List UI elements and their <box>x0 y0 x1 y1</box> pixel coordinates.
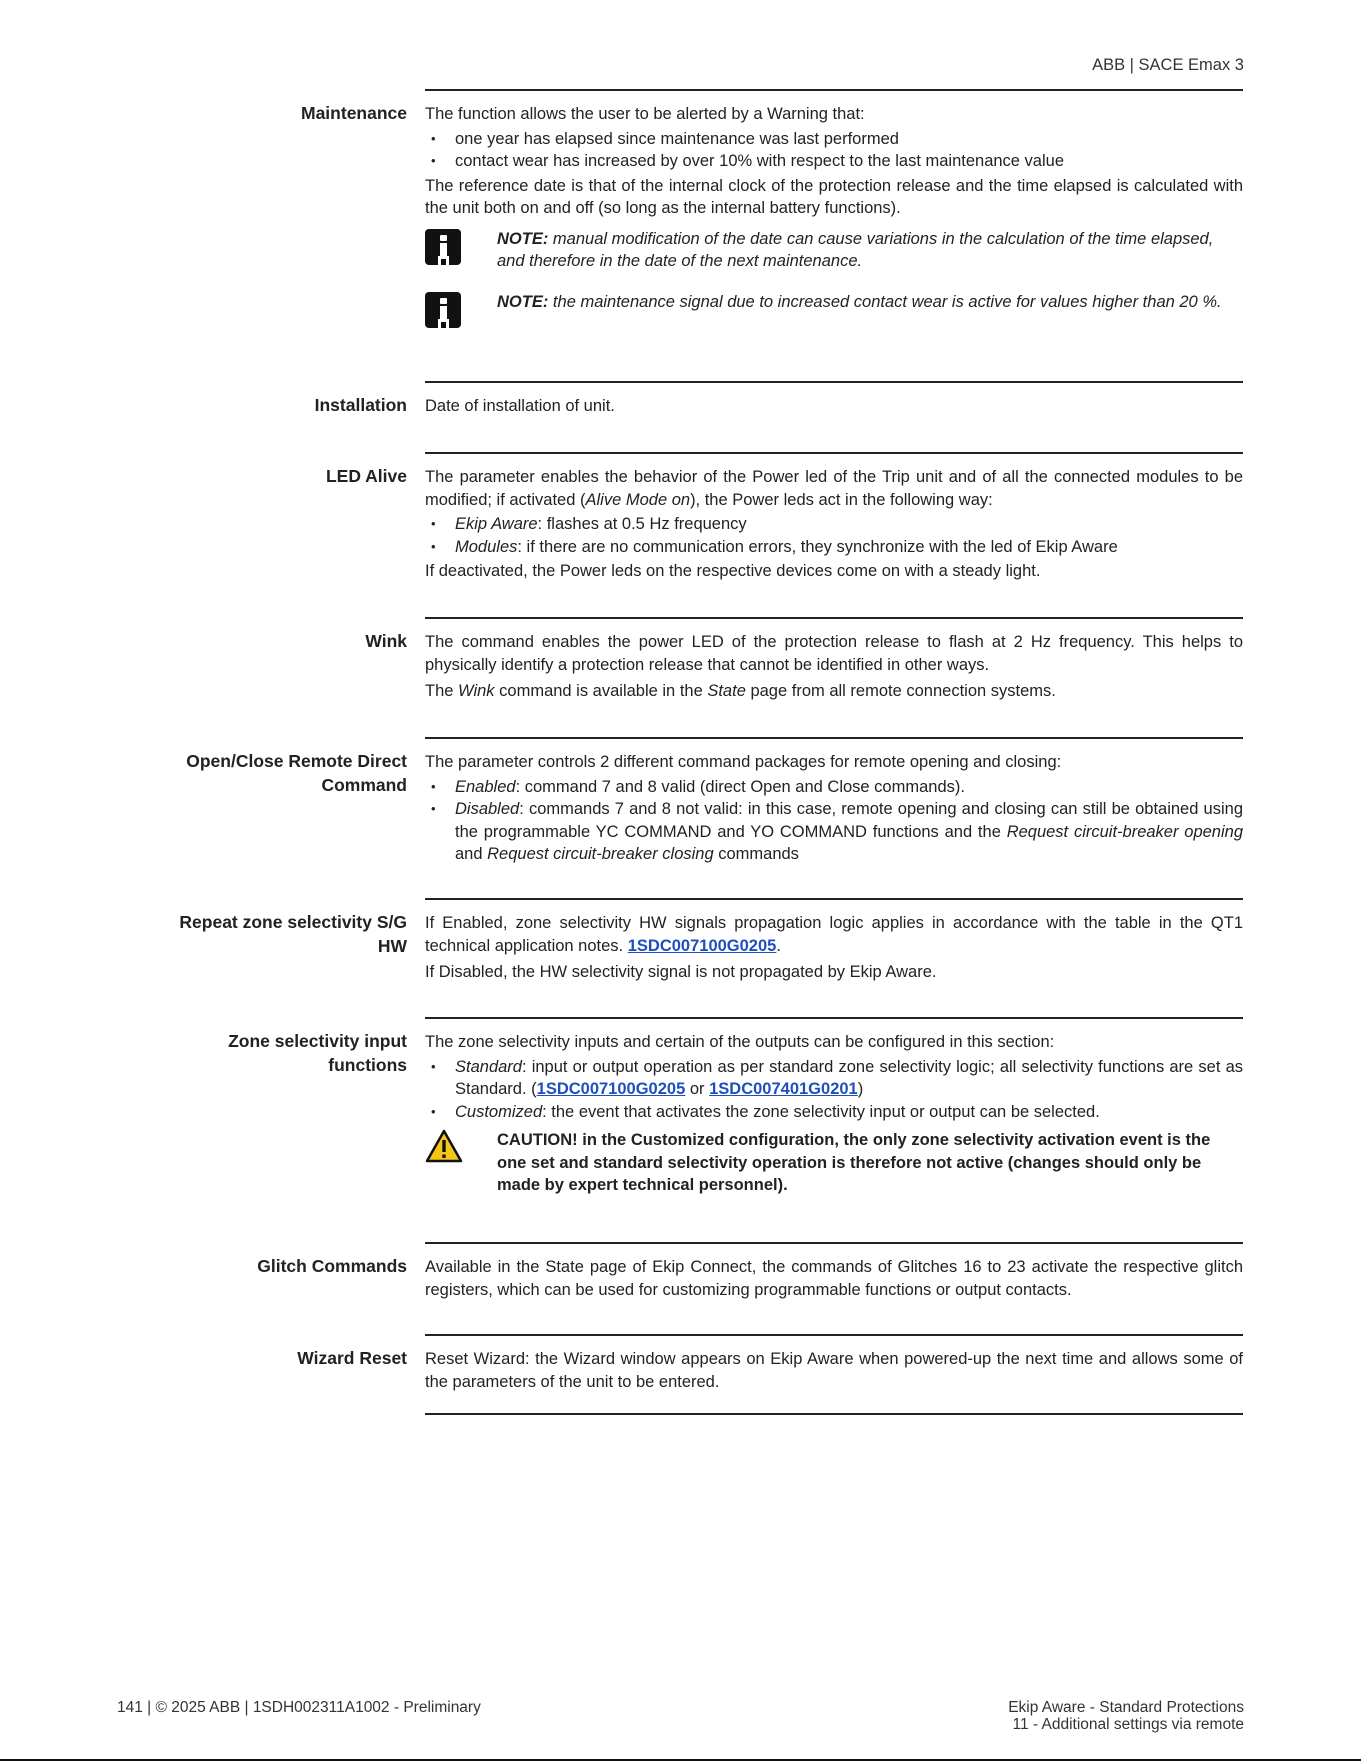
note-contact-wear <box>425 291 1243 314</box>
list-item: • Standard: input or output operation as per standard zone selectivity logic; all selectivity functions are set as Standard. (1SDC007100G0205 or 1SDC007401G0201) <box>425 1056 1243 1101</box>
list-item: • contact wear has increased by over 10% with respect to the last maintenance value <box>425 150 1243 173</box>
maintenance-intro: The function allows the user to be alerted by a Warning that: <box>425 105 865 123</box>
caution-text: CAUTION! in the Customized configuration, the only zone selectivity activation event is the one set and standard selectivity operation is therefore not active (changes should only be made by expert technical personnel). <box>497 1131 1211 1194</box>
section-divider <box>425 1413 1243 1415</box>
section-label-open-close: Open/Close Remote Direct Command <box>186 751 407 795</box>
list-item: • Ekip Aware: flashes at 0.5 Hz frequency <box>425 513 1243 536</box>
wink-availability: The Wink command is available in the State page from all remote connection systems. <box>425 682 1056 700</box>
note-prefix: NOTE: <box>497 229 549 248</box>
installation-text: Date of installation of unit. <box>425 397 615 415</box>
led-alive-list <box>425 513 1243 558</box>
section-body-wizard <box>425 1348 1243 1393</box>
note-prefix: NOTE: <box>497 292 549 311</box>
section-divider <box>425 1242 1243 1244</box>
section-label-wink: Wink <box>365 631 407 651</box>
section-end <box>0 1413 1361 1417</box>
section-maintenance <box>0 89 1361 381</box>
document-content <box>0 89 1361 1417</box>
section-divider <box>425 1334 1243 1336</box>
doc-link-1sdc007401g0201[interactable]: 1SDC007401G0201 <box>709 1080 858 1098</box>
led-alive-outro: If deactivated, the Power leds on the respective devices come on with a steady light. <box>425 562 1041 580</box>
footer-chapter-info <box>1008 1699 1244 1733</box>
section-body-installation <box>425 395 1243 418</box>
led-alive-intro: The parameter enables the behavior of the Power led of the Trip unit and of all the connected modules to be modified; if activated (Alive Mode on), the Power leds act in the following way: <box>425 468 1243 509</box>
glitch-text: Available in the State page of Ekip Connect, the commands of Glitches 16 to 23 activate the respective glitch registers, which can be used for customizing programmable functions or output contacts. <box>425 1258 1243 1299</box>
list-item: • Disabled: commands 7 and 8 not valid: in this case, remote opening and closing can still be obtained using the programmable YC COMMAND and YO COMMAND functions and the Request circuit-breaker opening and Request circuit-breaker closing commands <box>425 798 1243 866</box>
section-label-maintenance: Maintenance <box>301 103 407 123</box>
section-led-alive <box>0 452 1361 617</box>
footer-chapter-subtitle: 11 - Additional settings via remote <box>1012 1716 1244 1733</box>
section-label-led-alive: LED Alive <box>325 466 407 486</box>
section-zone-input <box>0 1017 1361 1242</box>
section-body-maintenance <box>425 103 1243 313</box>
section-wink <box>0 617 1361 737</box>
section-body-led-alive <box>425 466 1243 583</box>
section-glitch <box>0 1242 1361 1334</box>
note-date-modification <box>425 228 1243 273</box>
section-body-glitch <box>425 1256 1243 1301</box>
section-label-wizard: Wizard Reset <box>297 1348 407 1368</box>
maintenance-text: The reference date is that of the internal clock of the protection release and the time elapsed is calculated with the unit both on and off (so long as the internal battery functions). <box>425 176 1243 217</box>
section-label-zone-input: Zone selectivity input functions <box>228 1031 407 1075</box>
list-item: • Modules: if there are no communication errors, they synchronize with the led of Ekip Aware <box>425 536 1243 559</box>
zone-input-intro: The zone selectivity inputs and certain of the outputs can be configured in this section: <box>425 1033 1055 1051</box>
list-item: • one year has elapsed since maintenance was last performed <box>425 128 1243 151</box>
section-body-open-close <box>425 751 1243 866</box>
section-label-installation: Installation <box>314 395 407 415</box>
warning-icon <box>425 1129 463 1163</box>
wizard-text: Reset Wizard: the Wizard window appears on Ekip Aware when powered-up the next time and allows some of the parameters of the unit to be entered. <box>425 1350 1243 1391</box>
wink-text: The command enables the power LED of the protection release to flash at 2 Hz frequency. This helps to physically identify a protection release that cannot be identified in other ways. <box>425 633 1243 674</box>
section-label-glitch: Glitch Commands <box>257 1256 407 1276</box>
section-divider <box>425 737 1243 739</box>
section-body-repeat-zone <box>425 912 1243 984</box>
section-open-close <box>0 737 1361 898</box>
caution-block <box>425 1129 1243 1197</box>
doc-link-1sdc007100g0205[interactable]: 1SDC007100G0205 <box>627 936 777 955</box>
section-repeat-zone <box>0 898 1361 1017</box>
list-item: • Enabled: command 7 and 8 valid (direct Open and Close commands). <box>425 776 1243 799</box>
section-installation <box>0 381 1361 452</box>
section-body-wink <box>425 631 1243 703</box>
doc-link-1sdc007100g0205[interactable]: 1SDC007100G0205 <box>536 1080 686 1098</box>
note-text: manual modification of the date can cause variations in the calculation of the time elapsed, and therefore in the date of the next maintenance. <box>497 229 1214 270</box>
section-divider <box>425 89 1243 91</box>
section-divider <box>425 617 1243 619</box>
section-divider <box>425 898 1243 900</box>
maintenance-list <box>425 128 1243 173</box>
repeat-zone-disabled: If Disabled, the HW selectivity signal is not propagated by Ekip Aware. <box>425 963 937 981</box>
section-divider <box>425 452 1243 454</box>
section-divider <box>425 381 1243 383</box>
open-close-intro: The parameter controls 2 different command packages for remote opening and closing: <box>425 753 1062 771</box>
info-icon <box>425 229 461 265</box>
open-close-list <box>425 776 1243 866</box>
info-icon <box>425 292 461 328</box>
section-body-zone-input <box>425 1031 1243 1197</box>
note-text: the maintenance signal due to increased contact wear is active for values higher than 20 %. <box>548 292 1222 311</box>
section-wizard <box>0 1334 1361 1413</box>
section-label-repeat-zone: Repeat zone selectivity S/G HW <box>179 912 407 956</box>
footer-page-info: 141 | © 2025 ABB | 1SDH002311A1002 - Preliminary <box>117 1699 481 1716</box>
list-item: • Customized: the event that activates the zone selectivity input or output can be selected. <box>425 1101 1243 1124</box>
section-divider <box>425 1017 1243 1019</box>
repeat-zone-text: If Enabled, zone selectivity HW signals propagation logic applies in accordance with the table in the QT1 technical application notes. 1SDC007100G0205. <box>425 914 1243 955</box>
zone-input-list <box>425 1056 1243 1124</box>
footer-chapter-title: Ekip Aware - Standard Protections <box>1008 1699 1244 1716</box>
header-brand: ABB | SACE Emax 3 <box>1092 56 1244 74</box>
